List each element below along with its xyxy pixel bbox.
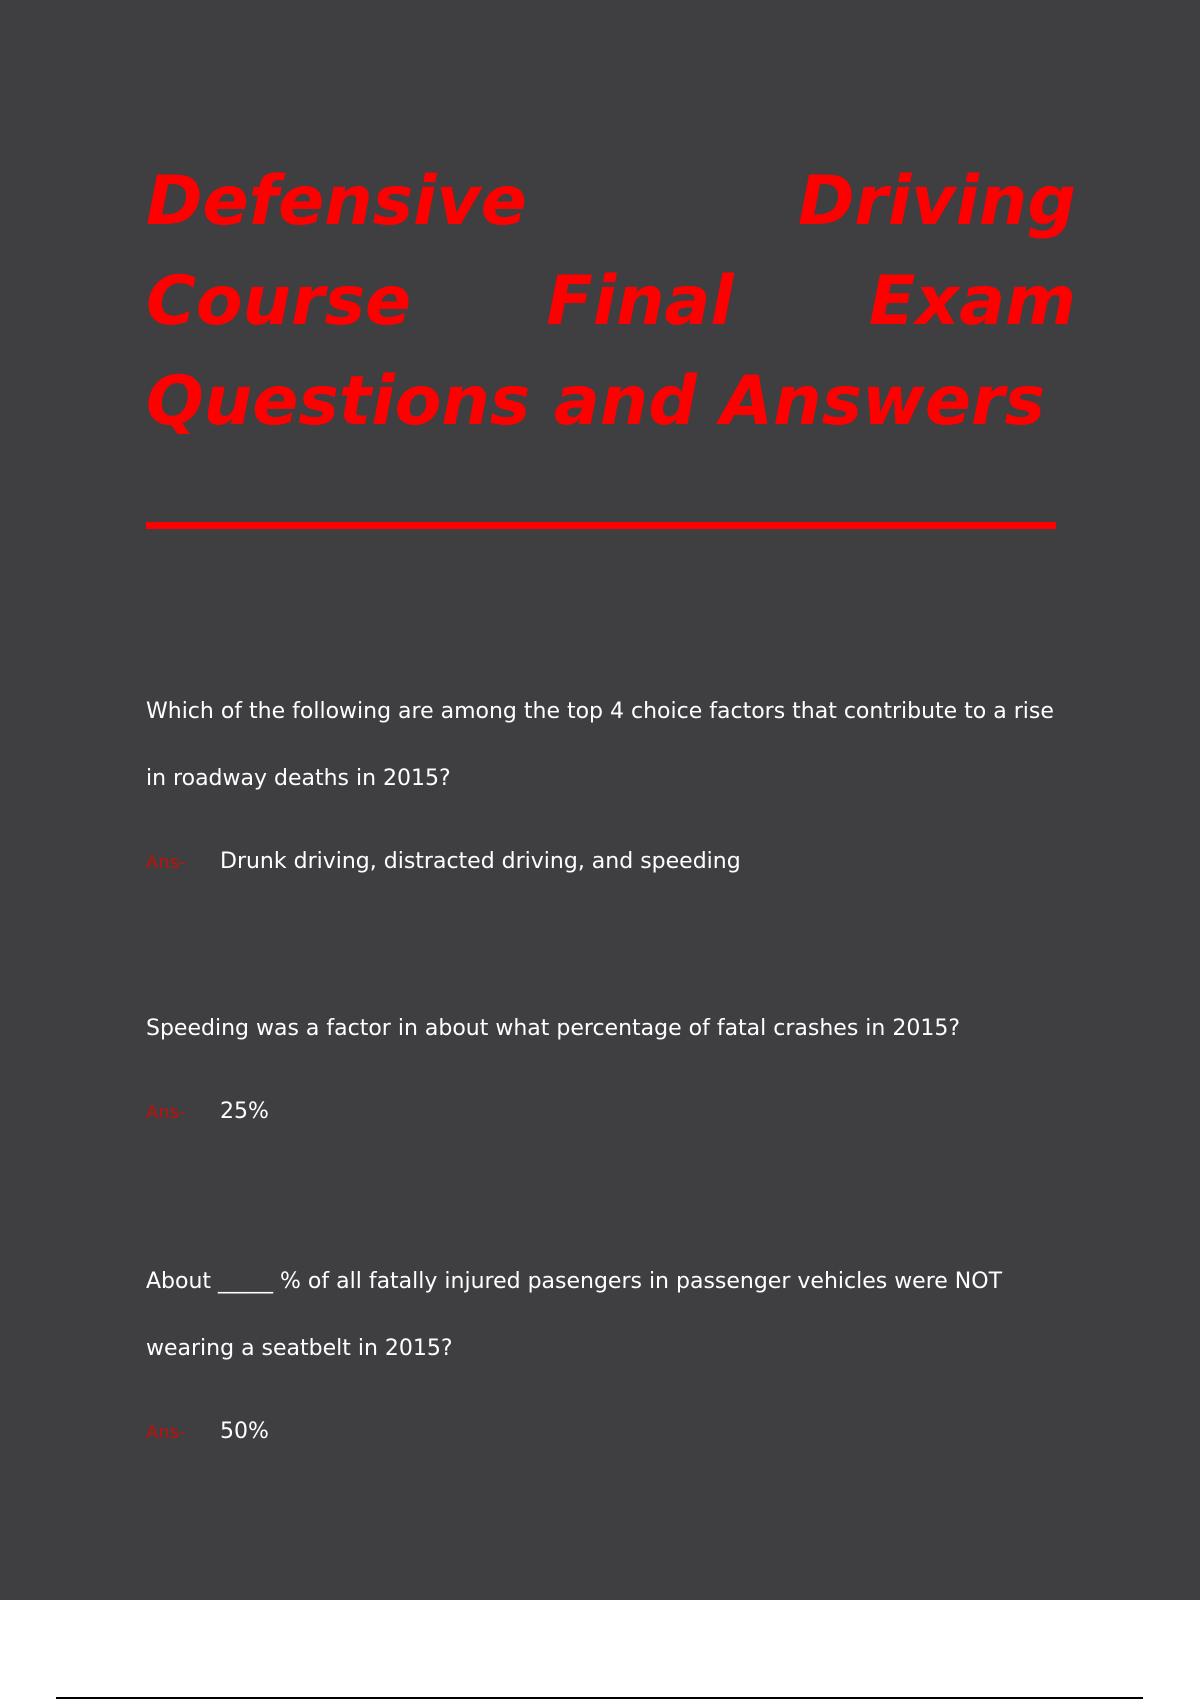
question-2: Speeding was a factor in about what percentage of fatal crashes in 2015? [146, 1016, 960, 1041]
answer-text: 50% [220, 1419, 269, 1444]
answer-text: Drunk driving, distracted driving, and speeding [220, 849, 741, 874]
title-divider [146, 522, 1056, 529]
document-title: Defensive Driving Course Final Exam Questions and Answers [146, 162, 1076, 441]
answer-label: Ans- [146, 1422, 186, 1443]
answer-3 [146, 1412, 1046, 1453]
answer-label: Ans- [146, 852, 186, 873]
answer-1 [146, 842, 1046, 883]
question-3: About _____ % of all fatally injured pasengers in passenger vehicles were NOT wearing a seatbelt in 2015? [146, 1269, 1003, 1361]
footer-divider [56, 1697, 1143, 1699]
question-1: Which of the following are among the top 4 choice factors that contribute to a rise in roadway deaths in 2015? [146, 699, 1054, 791]
answer-2 [146, 1092, 1046, 1133]
answer-text: 25% [220, 1099, 269, 1124]
answer-label: Ans- [146, 1102, 186, 1123]
